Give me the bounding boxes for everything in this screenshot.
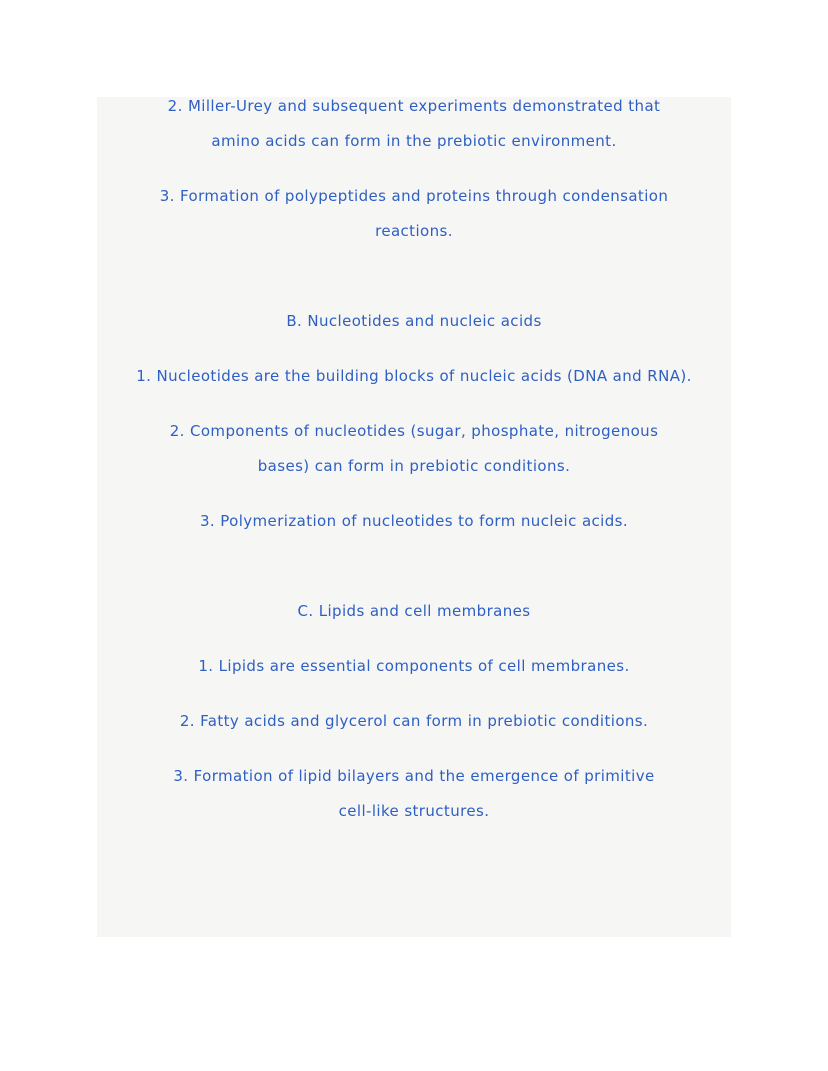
outline-item <box>99 414 729 484</box>
doc-line: bases) can form in prebiotic conditions. <box>257 457 571 475</box>
doc-line: amino acids can form in the prebiotic environment. <box>211 132 617 150</box>
outline-item <box>99 97 729 159</box>
doc-line: 3. Formation of polypeptides and proteins through condensation <box>159 187 669 205</box>
doc-line: 2. Components of nucleotides (sugar, phosphate, nitrogenous <box>169 422 659 440</box>
outline-item <box>99 359 729 394</box>
section-heading <box>99 594 729 629</box>
doc-line: 2. Fatty acids and glycerol can form in prebiotic conditions. <box>179 712 649 730</box>
document-page <box>97 97 731 937</box>
outline-item <box>99 179 729 249</box>
doc-line: 1. Lipids are essential components of cell membranes. <box>198 657 630 675</box>
doc-line: 3. Polymerization of nucleotides to form nucleic acids. <box>199 512 629 530</box>
outline-item <box>99 504 729 539</box>
doc-line: B. Nucleotides and nucleic acids <box>286 312 542 330</box>
outline-item <box>99 704 729 739</box>
outline-item <box>99 649 729 684</box>
doc-line: cell-like structures. <box>338 802 490 820</box>
outline-item <box>99 759 729 829</box>
section-heading <box>99 304 729 339</box>
doc-line: reactions. <box>375 222 453 240</box>
doc-line: C. Lipids and cell membranes <box>297 602 531 620</box>
doc-line: 3. Formation of lipid bilayers and the emergence of primitive <box>173 767 655 785</box>
doc-line: 2. Miller-Urey and subsequent experiments demonstrated that <box>167 97 661 115</box>
doc-line: 1. Nucleotides are the building blocks of nucleic acids (DNA and RNA). <box>136 367 692 385</box>
